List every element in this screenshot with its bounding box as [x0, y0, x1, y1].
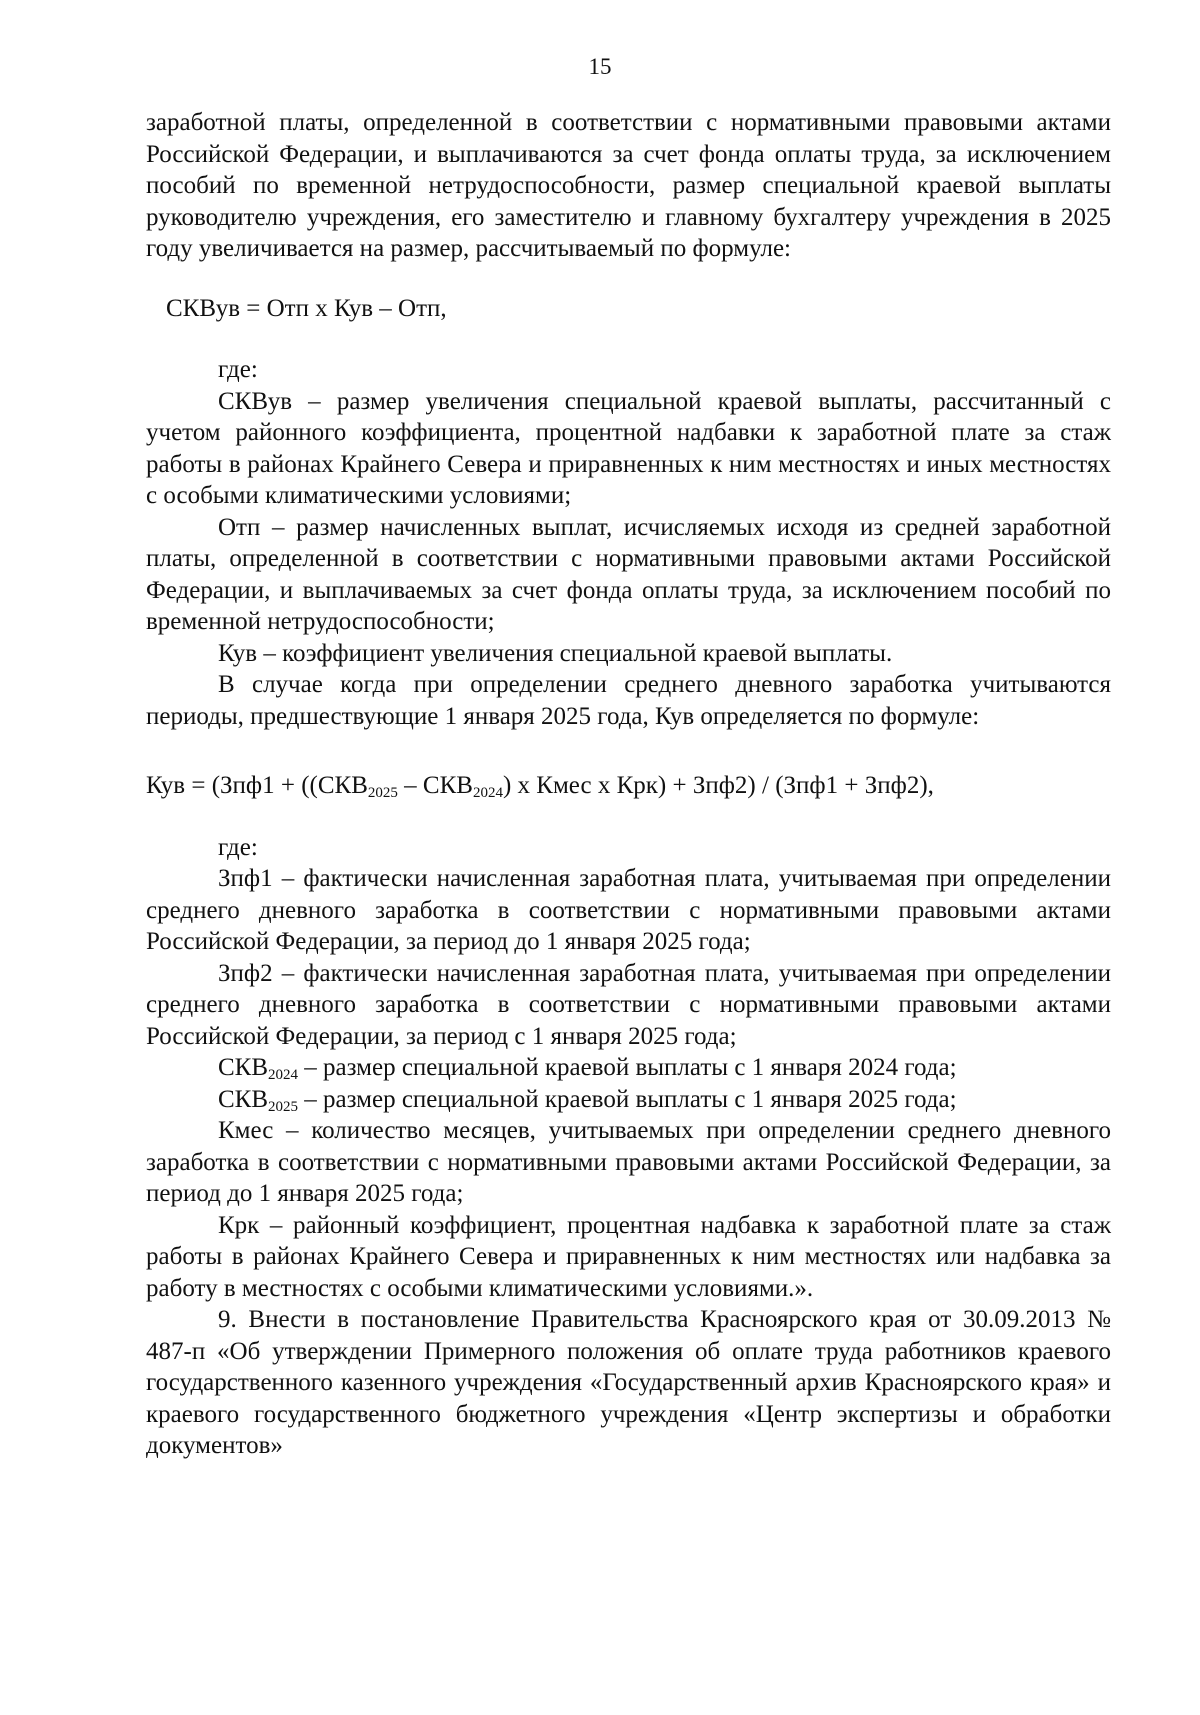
skv2025-label: СКВ [218, 1085, 269, 1113]
formula-kuv-sub-2025: 2025 [367, 785, 398, 801]
definition-zpf2: Зпф2 – фактически начисленная заработная плата, учитываемая при определении среднего дневного заработка в соответствии с нормативными правовыми актами Российской Федерации, за период с 1 января 2025 года; [146, 959, 1111, 1050]
skv2025-sub: 2025 [268, 1098, 299, 1115]
where-label: где: [218, 356, 258, 383]
formula-skvuv: СКВув = Отп х Кув – Отп, [166, 294, 447, 322]
definition-zpf1: Зпф1 – фактически начисленная заработная плата, учитываемая при определении среднего дневного заработка в соответствии с нормативными правовыми актами Российской Федерации, за период до 1 января 2025 года; [146, 865, 1111, 955]
formula-kuv [146, 770, 1111, 802]
skv2024-label: СКВ [218, 1054, 269, 1081]
paragraph-continuation: заработной платы, определенной в соответствии с нормативными правовыми актами Российской Федерации, и выплачиваются за счет фонда оплаты труда, за исключением пособий по временной нетрудоспособности, размер специальной краевой выплаты руководителю учреждения, его заместителю и главному бухгалтеру учреждения в 2025 году увеличивается на размер, рассчитываемый по формуле: [146, 109, 1111, 262]
page-number: 15 [588, 54, 612, 79]
paragraph-case: В случае когда при определении среднего дневного заработка учитываются периоды, предшествующие 1 января 2025 года, Кув определяется по формуле: [146, 671, 1111, 730]
where-label-2: где: [218, 833, 258, 861]
definition-kuv: Кув – коэффициент увеличения специальной краевой выплаты. [218, 639, 893, 667]
formula-kuv-part-a: Кув = (Зпф1 + ((СКВ [146, 772, 368, 799]
skv2024-sub: 2024 [268, 1067, 299, 1083]
definition-krk: Крк – районный коэффициент, процентная надбавка к заработной плате за стаж работы в районах Крайнего Севера и приравненных к ним местностях или надбавка за работу в местностях с особыми климатическими условиями.». [146, 1211, 1111, 1302]
skv2025-text: – размер специальной краевой выплаты с 1 января 2025 года; [298, 1085, 957, 1113]
definition-kmes: Кмес – количество месяцев, учитываемых при определении среднего дневного заработка в соответствии с нормативными правовыми актами Российской Федерации, за период до 1 января 2025 года; [146, 1117, 1111, 1207]
definition-skv2025 [146, 1084, 1111, 1116]
formula-kuv-sub-2024: 2024 [472, 785, 503, 801]
definition-skvuv: СКВув – размер увеличения специальной краевой выплаты, рассчитанный с учетом районного коэффициента, процентной надбавки к заработной плате за стаж работы в районах Крайнего Севера и приравненных к ним местностях и иных местностях с особыми климатическими условиями; [146, 387, 1111, 509]
formula-kuv-part-b: – СКВ [397, 772, 473, 799]
item-9: 9. Внести в постановление Правительства Красноярского края от 30.09.2013 № 487-п «Об утверждении Примерного положения об оплате труда работников краевого государственного казенного учреждения «Государственный архив Красноярского края» и краевого государственного бюджетного учреждения «Центр экспертизы и обработки документов» [146, 1306, 1111, 1459]
formula-kuv-part-c: ) х Кмес х Крк) + Зпф2) / (Зпф1 + Зпф2), [502, 772, 934, 799]
definition-skv2024 [146, 1052, 1111, 1084]
document-body [146, 107, 1111, 1462]
definition-otp: Отп – размер начисленных выплат, исчисляемых исходя из средней заработной платы, определенной в соответствии с нормативными правовыми актами Российской Федерации, и выплачиваемых за счет фонда оплаты труда, за исключением пособий по временной нетрудоспособности; [146, 513, 1111, 635]
skv2024-text: – размер специальной краевой выплаты с 1 января 2024 года; [298, 1054, 957, 1081]
